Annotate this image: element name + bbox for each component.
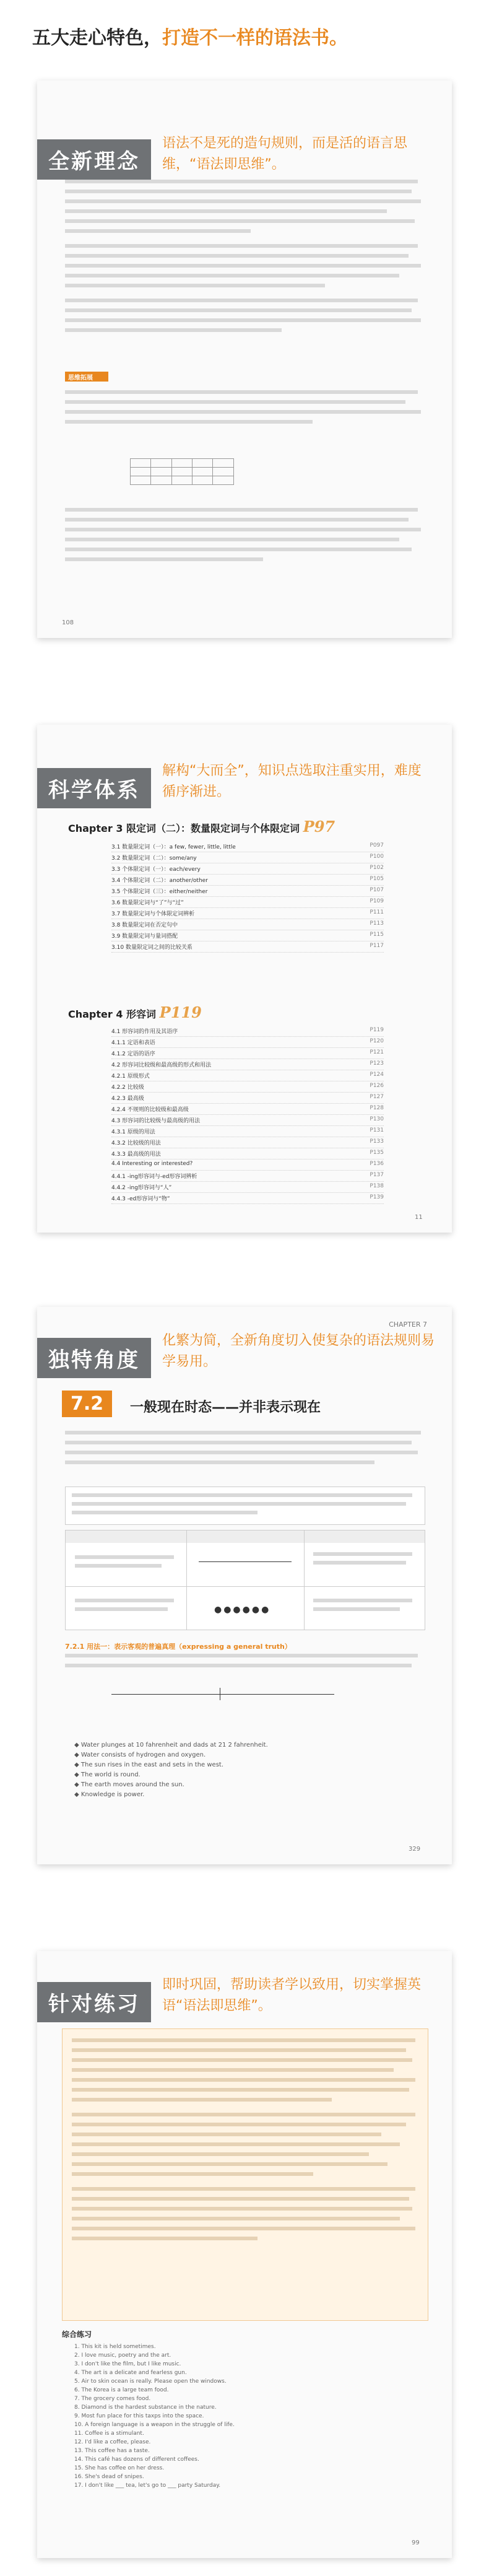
exercise-item: 3. I don't like the film, but I like music. — [74, 2361, 181, 2367]
exercise-item: 11. Coffee is a stimulant. — [74, 2430, 144, 2437]
page-header — [0, 0, 489, 68]
exercise-title: 综合练习 — [62, 2330, 92, 2339]
toc-item-label: 4.1.1 定语和表语 — [111, 1040, 155, 1046]
toc-item[interactable] — [111, 1194, 384, 1204]
exercise-item: 15. She has coffee on her dress. — [74, 2465, 165, 2471]
toc-item-page: P097 — [370, 842, 384, 849]
toc-item-page: P131 — [370, 1127, 384, 1133]
toc-item-page: P127 — [370, 1094, 384, 1100]
example-item: ◆ The earth moves around the sun. — [74, 1781, 184, 1788]
toc-item-page: P102 — [370, 865, 384, 871]
page-number: 99 — [412, 2539, 420, 2546]
panel-angle — [37, 1307, 452, 1864]
toc-item[interactable] — [111, 909, 384, 919]
toc-item-label: 4.2.1 原级形式 — [111, 1073, 150, 1080]
toc-item-label: 3.8 数量限定词在否定句中 — [111, 922, 178, 928]
toc-item-page: P117 — [370, 943, 384, 949]
badge-practice: 针对练习 — [37, 1982, 151, 2022]
toc-item-label: 3.6 数量限定词与“了”与“过” — [111, 900, 184, 906]
toc-item-page: P136 — [370, 1161, 384, 1167]
example-list — [74, 1740, 421, 1800]
toc-item-page: P109 — [370, 898, 384, 904]
panel-practice — [37, 1951, 452, 2558]
toc-item-label: 3.5 个体限定词（三）：either/neither — [111, 889, 208, 895]
exercise-item: 6. The Korea is a large team food. — [74, 2387, 169, 2393]
badge-concept-description: 语法不是死的造句规则，而是活的语言思维，“语法即思维”。 — [162, 136, 408, 172]
exercise-item: 5. Air to skin ocean is really. Please open the windows. — [74, 2378, 227, 2385]
toc-item[interactable] — [111, 1161, 384, 1171]
badge-concept: 全新理念 — [37, 139, 151, 180]
toc-item[interactable] — [111, 943, 384, 953]
exercise-item: 16. She's dead of snipes. — [74, 2474, 144, 2480]
exercise-item: 12. I'd like a coffee, please. — [74, 2439, 151, 2445]
exercise-item: 17. I don't like ___ tea, let's go to ___ party Saturday. — [74, 2482, 221, 2489]
toc-item[interactable] — [111, 1150, 384, 1159]
concept-body — [65, 180, 424, 343]
toc-item-label: 3.9 数量限定词与量词搭配 — [111, 933, 178, 940]
badge-system: 科学体系 — [37, 768, 151, 808]
exercise-item: 14. This café has dozens of different coffees. — [74, 2456, 199, 2463]
usage-table: ●●●●●● — [65, 1530, 425, 1630]
subsection-title: 7.2.1 用法一：表示客观的普遍真理（expressing a general truth） — [65, 1643, 292, 1651]
badge-angle: 独特角度 — [37, 1338, 151, 1378]
page-number: 11 — [415, 1214, 423, 1221]
concept-table — [130, 458, 234, 485]
chapter-tag: CHAPTER 7 — [389, 1321, 427, 1329]
toc-item-label: 4.3.1 原级的用法 — [111, 1129, 155, 1135]
toc-item[interactable] — [111, 854, 384, 863]
toc-item-page: P115 — [370, 932, 384, 938]
toc-item[interactable] — [111, 920, 384, 930]
toc-item[interactable] — [111, 1105, 384, 1115]
toc-item-label: 4.4 Interesting or interested? — [111, 1161, 193, 1167]
toc-item-page: P121 — [370, 1049, 384, 1055]
exercise-item: 2. I love music, poetry and the art. — [74, 2352, 171, 2359]
exercise-item: 1. This kit is held sometimes. — [74, 2344, 156, 2350]
toc-item-label: 4.1.2 定语的语序 — [111, 1051, 155, 1057]
page-number: 329 — [409, 1846, 421, 1853]
concept-note-body — [65, 390, 424, 435]
toc-item[interactable] — [111, 1027, 384, 1037]
toc-item[interactable] — [111, 1060, 384, 1070]
toc-item[interactable] — [111, 1127, 384, 1137]
toc-item-page: P124 — [370, 1072, 384, 1078]
exercise-item: 9. Most fun place for this taxps into the space. — [74, 2413, 204, 2419]
toc-item-label: 3.10 数量限定词之间的比较关系 — [111, 945, 193, 951]
toc-item-page: P105 — [370, 876, 384, 882]
page-number: 108 — [62, 619, 74, 626]
toc-item-page: P135 — [370, 1150, 384, 1156]
header-highlight: 打造不一样的语法书。 — [162, 27, 348, 49]
toc-item-label: 4.4.3 -ed形容词与“物” — [111, 1196, 170, 1202]
definition-box — [65, 1487, 425, 1525]
toc-item-page: P107 — [370, 887, 384, 893]
exercise-intro-box — [62, 2028, 428, 2321]
exercise-item: 8. Diamond is the hardest substance in the nature. — [74, 2404, 217, 2411]
toc-item[interactable] — [111, 898, 384, 908]
toc-item-label: 4.1 形容词的作用及其语序 — [111, 1029, 178, 1035]
exercise-item: 13. This coffee has a taste. — [74, 2448, 150, 2454]
exercise-list — [74, 2342, 421, 2490]
toc-item-page: P120 — [370, 1038, 384, 1044]
toc-item[interactable] — [111, 865, 384, 875]
timeline — [111, 1685, 334, 1703]
toc-item[interactable] — [111, 1138, 384, 1148]
toc-item-page: P137 — [370, 1172, 384, 1178]
toc-item-label: 4.3.3 最高级的用法 — [111, 1151, 161, 1158]
header-prefix: 五大走心特色， — [32, 27, 162, 49]
toc-item-page: P113 — [370, 920, 384, 927]
note-title: 思维拓展 — [68, 375, 93, 382]
toc-item-page: P111 — [370, 909, 384, 915]
toc-item-page: P138 — [370, 1183, 384, 1189]
toc-item[interactable] — [111, 842, 384, 852]
toc-item[interactable] — [111, 876, 384, 886]
toc-item[interactable] — [111, 1038, 384, 1048]
toc-item-label: 3.2 数量限定词（二）：some/any — [111, 855, 197, 862]
toc-item[interactable] — [111, 1083, 384, 1093]
toc-item-page: P139 — [370, 1194, 384, 1200]
toc-item[interactable] — [111, 1049, 384, 1059]
toc-item-label: 4.4.2 -ing形容词与“人” — [111, 1185, 172, 1191]
exercise-item: 7. The grocery comes food. — [74, 2396, 151, 2402]
toc-item-page: P130 — [370, 1116, 384, 1122]
toc-chapter4-title: Chapter 4 形容词 P119 — [68, 1003, 202, 1021]
toc-item-label: 3.4 个体限定词（二）：another/other — [111, 878, 208, 884]
toc-item-label: 3.7 数量限定词与个体限定词辨析 — [111, 911, 195, 917]
header-title — [32, 22, 348, 50]
example-item: ◆ Water consists of hydrogen and oxygen. — [74, 1752, 206, 1758]
toc-item-page: P119 — [370, 1027, 384, 1033]
toc-item-page: P126 — [370, 1083, 384, 1089]
exercise-item: 10. A foreign language is a weapon in the struggle of life. — [74, 2422, 235, 2428]
toc-chapter3-title: Chapter 3 限定词（二）：数量限定词与个体限定词 P97 — [68, 818, 335, 836]
toc-item-label: 4.3.2 比较级的用法 — [111, 1140, 161, 1146]
toc-item-page: P123 — [370, 1060, 384, 1067]
toc-item-label: 4.4.1 -ing形容词与-ed形容词辨析 — [111, 1174, 197, 1180]
toc-item[interactable] — [111, 1172, 384, 1182]
toc-item-page: P100 — [370, 854, 384, 860]
toc-item-label: 3.1 数量限定词（一）：a few, fewer, little, little — [111, 844, 236, 850]
toc-item-label: 3.3 个体限定词（一）：each/every — [111, 867, 201, 873]
toc-item-page: P133 — [370, 1138, 384, 1145]
example-item: ◆ The sun rises in the east and sets in the west. — [74, 1762, 224, 1768]
toc-item[interactable] — [111, 1072, 384, 1081]
badge-angle-description: 化繁为简，全新角度切入使复杂的语法规则易学易用。 — [162, 1333, 435, 1369]
section-number: 7.2 — [62, 1391, 112, 1417]
example-item: ◆ Knowledge is power. — [74, 1791, 145, 1798]
section-title: 一般现在时态——并非表示现在 — [130, 1400, 321, 1415]
example-item: ◆ The world is round. — [74, 1771, 141, 1778]
toc-item-label: 4.2.3 最高级 — [111, 1096, 144, 1102]
toc-item-label: 4.2.2 比较级 — [111, 1085, 144, 1091]
exercise-item: 4. The art is a delicate and fearless gun. — [74, 2370, 187, 2376]
badge-system-description: 解构“大而全”，知识点选取注重实用，难度循序渐进。 — [162, 763, 422, 800]
example-item: ◆ Water plunges at 10 fahrenheit and dads at 21 2 fahrenheit. — [74, 1742, 268, 1749]
toc-item-label: 4.2 形容词比较级和最高级的形式和用法 — [111, 1062, 212, 1068]
toc-item[interactable] — [111, 1116, 384, 1126]
toc-item[interactable] — [111, 887, 384, 897]
toc-item-label: 4.2.4 不规则的比较级和最高级 — [111, 1107, 189, 1113]
toc-item[interactable] — [111, 1183, 384, 1193]
toc-item-page: P128 — [370, 1105, 384, 1111]
badge-practice-description: 即时巩固，帮助读者学以致用，切实掌握英语“语法即思维”。 — [162, 1977, 422, 2014]
toc-item[interactable] — [111, 1094, 384, 1104]
toc-item[interactable] — [111, 932, 384, 941]
toc-item-label: 4.3 形容词的比较级与最高级的用法 — [111, 1118, 201, 1124]
